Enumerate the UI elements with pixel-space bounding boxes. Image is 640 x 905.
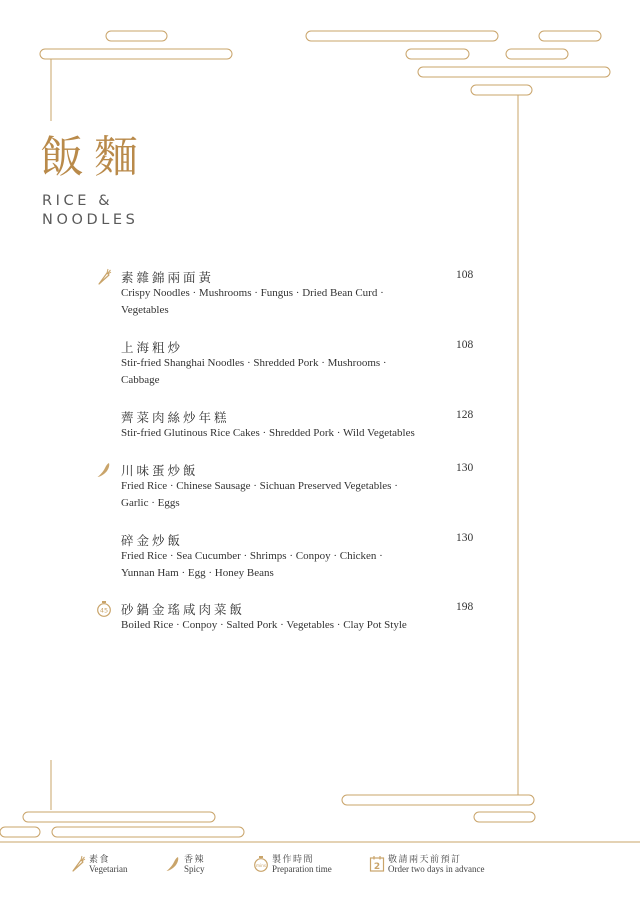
- item-description: Fried Rice · Chinese Sausage · Sichuan Preserved Vegetables · Garlic · Eggs: [121, 480, 398, 509]
- item-name-chinese: 薺菜肉絲炒年糕: [121, 410, 230, 425]
- item-price: 198: [456, 601, 474, 613]
- timer-icon: [96, 600, 112, 618]
- legend-label-chinese: 製作時間: [272, 855, 315, 865]
- legend-label-chinese: 香辣: [184, 855, 206, 865]
- item-name-chinese: 川味蛋炒飯: [121, 463, 199, 478]
- carrot-icon: [96, 268, 112, 286]
- timer-minutes: mins: [255, 863, 267, 868]
- legend-label-english: Spicy: [184, 864, 205, 874]
- section-title-line-1: RICE &: [42, 193, 114, 209]
- legend-label-chinese: 素食: [89, 855, 111, 865]
- chili-icon: [96, 461, 112, 479]
- item-description: Stir-fried Shanghai Noodles · Shredded Pork · Mushrooms · Cabbage: [121, 357, 387, 386]
- item-description: Crispy Noodles · Mushrooms · Fungus · Dried Bean Curd · Vegetables: [121, 287, 384, 316]
- timer-icon: [253, 854, 269, 874]
- item-name-chinese: 碎金炒飯: [121, 533, 184, 548]
- item-price: 130: [456, 462, 474, 474]
- carrot-icon: [70, 854, 86, 874]
- legend-label-english: Vegetarian: [89, 864, 128, 874]
- timer-minutes: 45: [99, 606, 109, 615]
- item-name-chinese: 上海粗炒: [121, 340, 184, 355]
- calendar-number: 2: [373, 862, 381, 872]
- item-name-chinese: 素雜錦兩面黃: [121, 270, 215, 285]
- section-title-english: [42, 192, 138, 230]
- section-title-line-2: NOODLES: [42, 212, 139, 228]
- chili-icon: [165, 854, 181, 874]
- item-description: Fried Rice · Sea Cucumber · Shrimps · Conpoy · Chicken · Yunnan Ham · Egg · Honey Beans: [121, 550, 383, 579]
- item-price: 108: [456, 339, 474, 351]
- section-title-chinese: 飯麵: [40, 132, 148, 183]
- item-name-chinese: 砂鍋金瑤咸肉菜飯: [121, 602, 246, 617]
- item-price: 128: [456, 409, 474, 421]
- item-description: Stir-fried Glutinous Rice Cakes · Shredded Pork · Wild Vegetables: [121, 427, 415, 439]
- calendar-icon: [369, 854, 385, 874]
- legend-label-chinese: 敬請兩天前預訂: [388, 855, 462, 865]
- item-price: 130: [456, 532, 474, 544]
- legend-label-english: Preparation time: [272, 864, 332, 874]
- item-description: Boiled Rice · Conpoy · Salted Pork · Vegetables · Clay Pot Style: [121, 619, 407, 631]
- legend-label-english: Order two days in advance: [388, 864, 485, 874]
- item-price: 108: [456, 269, 474, 281]
